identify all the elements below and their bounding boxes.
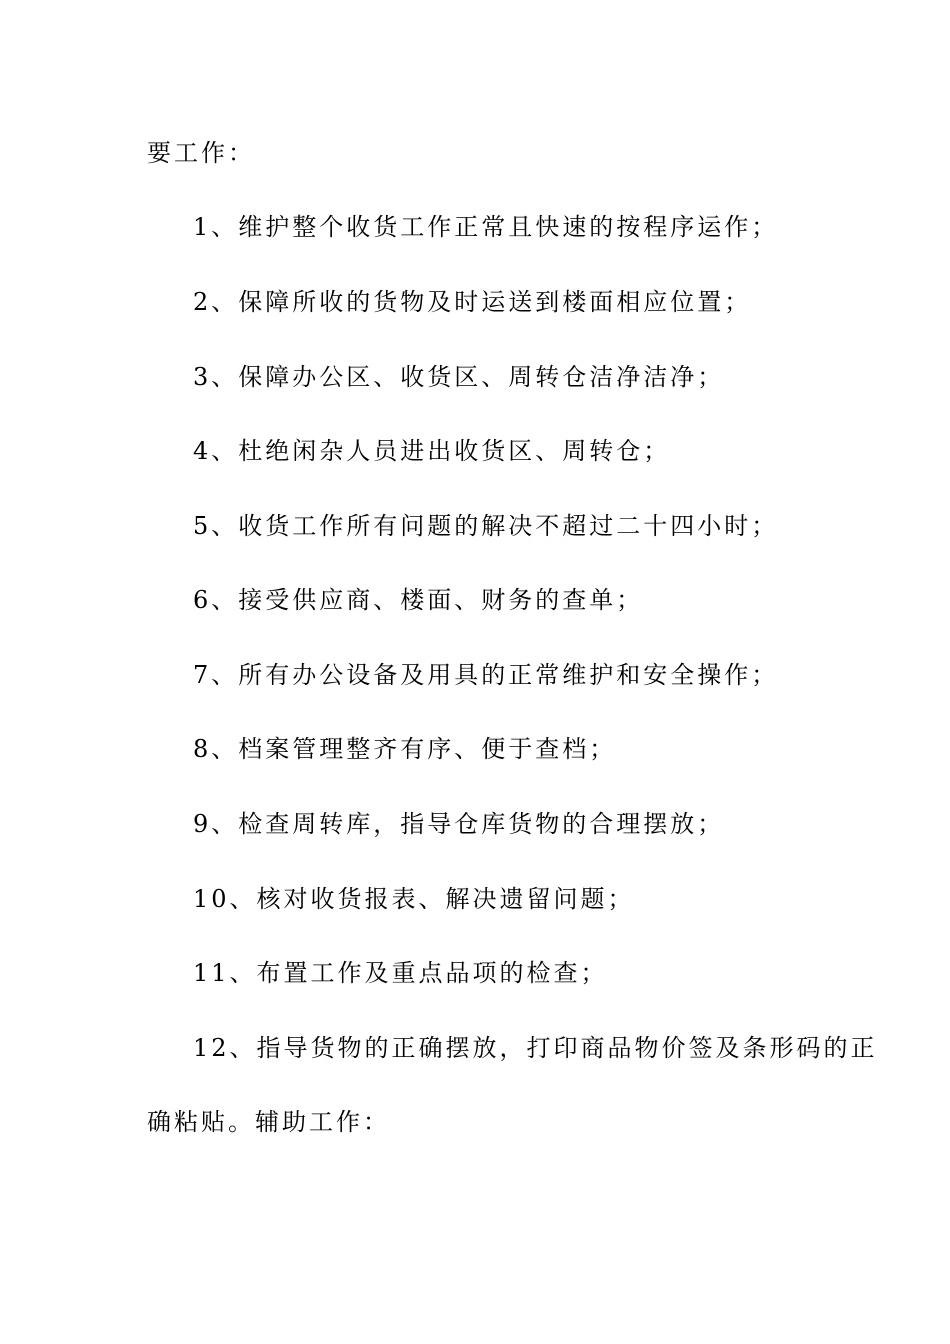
list-item-1: 1、维护整个收货工作正常且快速的按程序运作； — [193, 213, 779, 241]
list-item-4: 4、杜绝闲杂人员进出收货区、周转仓； — [193, 437, 671, 465]
continuation-text: 确粘贴。辅助工作： — [147, 1108, 390, 1136]
list-item-3: 3、保障办公区、收货区、周转仓洁净洁净； — [193, 363, 725, 391]
list-item-11: 11、布置工作及重点品项的检查； — [193, 959, 608, 987]
list-item-12: 12、指导货物的正确摆放，打印商品物价签及条形码的正 — [193, 1034, 878, 1062]
list-item-2: 2、保障所收的货物及时运送到楼面相应位置； — [193, 288, 752, 316]
list-item-9: 9、检查周转库，指导仓库货物的合理摆放； — [193, 810, 725, 838]
list-item-8: 8、档案管理整齐有序、便于查档； — [193, 735, 617, 763]
list-item-6: 6、接受供应商、楼面、财务的查单； — [193, 586, 644, 614]
intro-text: 要工作： — [147, 139, 255, 167]
list-item-10: 10、核对收货报表、解决遗留问题； — [193, 885, 635, 913]
list-item-5: 5、收货工作所有问题的解决不超过二十四小时； — [193, 512, 779, 540]
list-item-7: 7、所有办公设备及用具的正常维护和安全操作； — [193, 661, 779, 689]
